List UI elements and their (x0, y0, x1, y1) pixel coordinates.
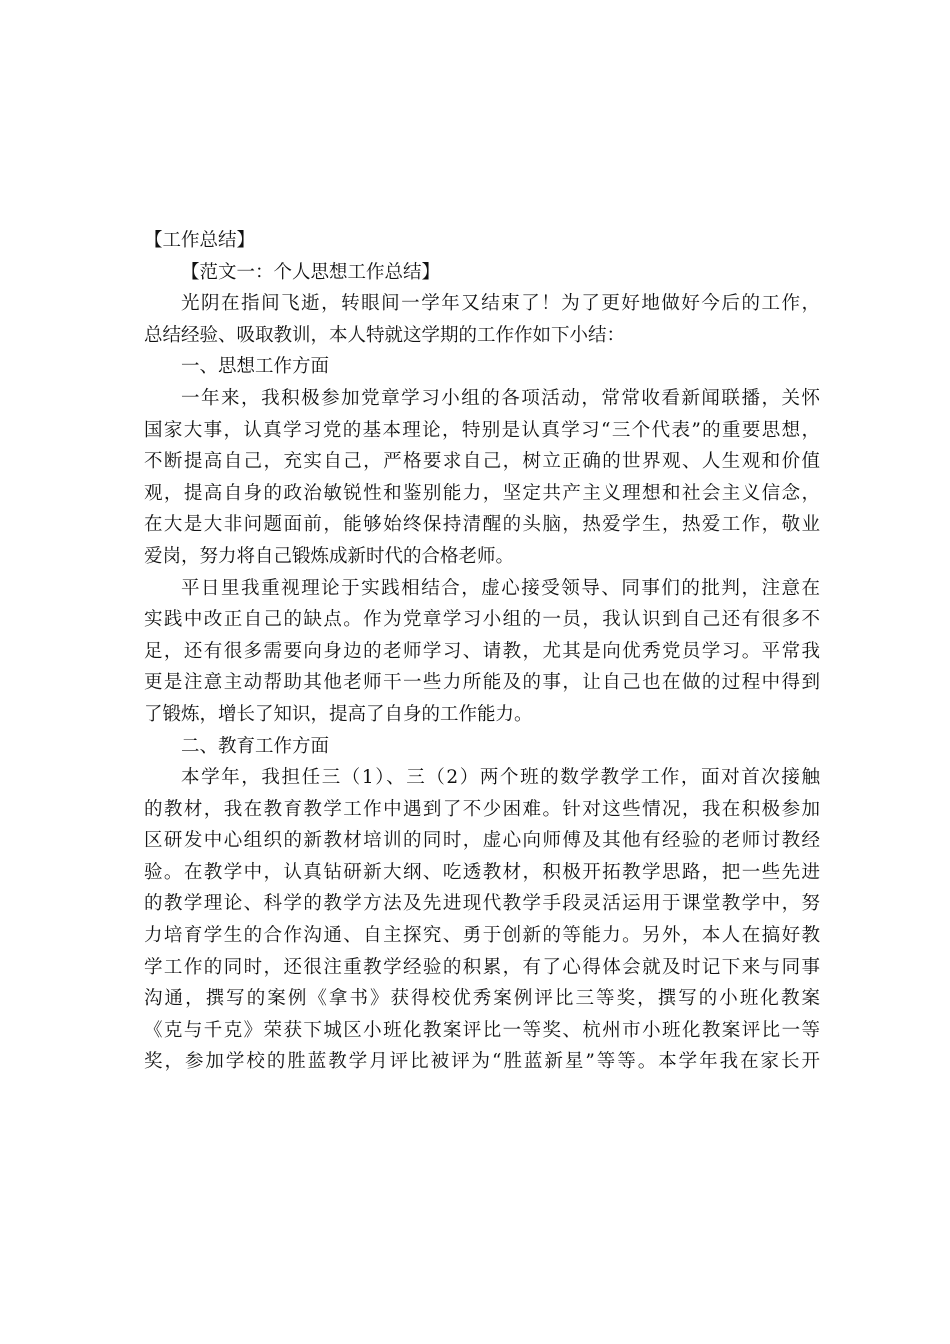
para1-line-4: 观，提高自身的政治敏锐性和鉴别能力，坚定共产主义理想和社会主义信念， (144, 482, 820, 504)
para1-line-6: 爱岗，努力将自己锻炼成新时代的合格老师。 (144, 545, 515, 567)
para3-line-9: 《克与千克》荣获下城区小班化教案评比一等奖、杭州市小班化教案评比一等 (144, 1019, 820, 1041)
para3-line-3: 区研发中心组织的新教材培训的同时，虚心向师傅及其他有经验的老师讨教经 (144, 830, 820, 852)
document-heading: 【工作总结】 (144, 230, 256, 251)
para2-line-1: 平日里我重视理论于实践相结合，虚心接受领导、同事们的批判，注意在 (181, 577, 820, 599)
para1-line-3: 不断提高自己，充实自己，严格要求自己，树立正确的世界观、人生观和价值 (144, 451, 820, 473)
para3-line-10: 奖，参加学校的胜蓝教学月评比被评为“胜蓝新星”等等。本学年我在家长开 (144, 1051, 820, 1073)
para1-line-1: 一年来，我积极参加党章学习小组的各项活动，常常收看新闻联播，关怀 (181, 387, 820, 409)
para3-line-7: 学工作的同时，还很注重教学经验的积累，有了心得体会就及时记下来与同事 (144, 956, 820, 978)
para3-line-2: 的教材，我在教育教学工作中遇到了不少困难。针对这些情况，我在积极参加 (144, 798, 820, 820)
para3-line-5: 的教学理论、科学的教学方法及先进现代教学手段灵活运用于课堂教学中，努 (144, 893, 820, 915)
para2-line-2: 实践中改正自己的缺点。作为党章学习小组的一员，我认识到自己还有很多不 (144, 609, 820, 631)
section-title-2: 二、教育工作方面 (181, 735, 330, 757)
intro-line-1: 光阴在指间飞逝，转眼间一学年又结束了！为了更好地做好今后的工作， (181, 293, 820, 315)
para2-line-3: 足，还有很多需要向身边的老师学习、请教，尤其是向优秀党员学习。平常我 (144, 640, 820, 662)
para2-line-5: 了锻炼，增长了知识，提高了自身的工作能力。 (144, 703, 533, 725)
para3-line-1: 本学年，我担任三（1）、三（2）两个班的数学教学工作，面对首次接触 (181, 767, 820, 789)
para1-line-2: 国家大事，认真学习党的基本理论，特别是认真学习“三个代表”的重要思想， (144, 419, 820, 441)
para1-line-5: 在大是大非问题面前，能够始终保持清醒的头脑，热爱学生，热爱工作，敬业 (144, 514, 820, 536)
intro-line-2: 总结经验、吸取教训，本人特就这学期的工作作如下小结： (144, 324, 626, 346)
document-subheading: 【范文一：个人思想工作总结】 (181, 261, 441, 283)
para3-line-6: 力培育学生的合作沟通、自主探究、勇于创新的等能力。另外，本人在搞好教 (144, 925, 820, 947)
document-body (144, 225, 820, 1078)
para3-line-4: 验。在教学中，认真钻研新大纲、吃透教材，积极开拓教学思路，把一些先进 (144, 861, 820, 883)
para2-line-4: 更是注意主动帮助其他老师干一些力所能及的事，让自己也在做的过程中得到 (144, 672, 820, 694)
section-title-1: 一、思想工作方面 (181, 356, 330, 378)
para3-line-8: 沟通，撰写的案例《拿书》获得校优秀案例评比三等奖，撰写的小班化教案 (144, 988, 820, 1010)
